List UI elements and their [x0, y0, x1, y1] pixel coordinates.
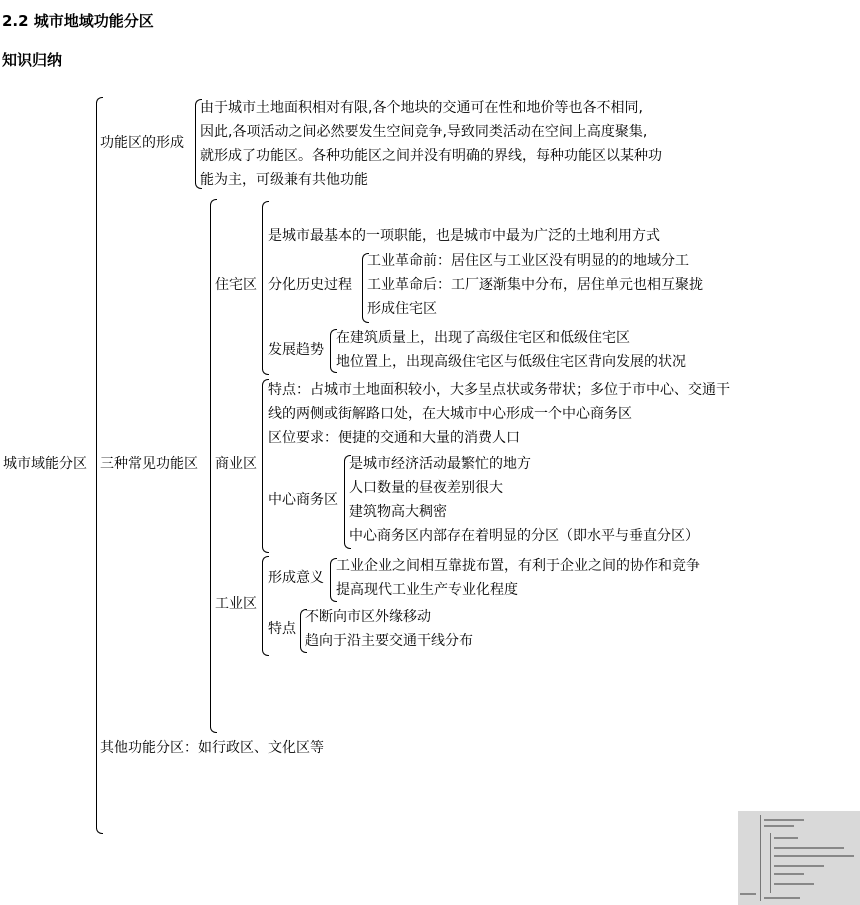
cbd-item: 人口数量的昼夜差别很大	[349, 480, 503, 496]
commercial-feature: 线的两侧或街解路口处，在大城市中心形成一个中心商务区	[268, 406, 632, 422]
industrial-feature-item: 趋向于沿主要交通干线分布	[305, 633, 473, 649]
trend-item: 地位置上，出现高级住宅区与低级住宅区背向发展的状况	[336, 354, 686, 370]
history-item: 形成住宅区	[367, 301, 437, 317]
commercial-location: 区位要求：便捷的交通和大量的消费人口	[268, 430, 520, 446]
common-zones-label: 三种常见功能区	[100, 456, 198, 472]
cbd-label: 中心商务区	[268, 492, 338, 508]
meaning-label: 形成意义	[268, 570, 324, 586]
trend-item: 在建筑质量上，出现了高级住宅区和低级住宅区	[336, 330, 630, 346]
meaning-item: 提高现代工业生产专业化程度	[336, 582, 518, 598]
residential-desc: 是城市最基本的一项职能，也是城市中最为广泛的土地利用方式	[268, 228, 660, 244]
cbd-item: 中心商务区内部存在着明显的分区（即水平与垂直分区）	[349, 528, 699, 544]
history-label: 分化历史过程	[268, 277, 352, 293]
trend-label: 发展趋势	[268, 342, 324, 358]
other-zones: 其他功能分区：如行政区、文化区等	[100, 740, 324, 756]
residential-label: 住宅区	[215, 277, 257, 293]
industrial-feature-item: 不断向市区外缘移动	[305, 609, 431, 625]
history-item: 工业革命后：工厂逐渐集中分布，居住单元也相互聚拢	[367, 277, 703, 293]
formation-line: 因此,各项活动之间必然要发生空间竞争,导致同类活动在空间上高度聚集,	[200, 124, 648, 140]
commercial-feature: 特点：占城市土地面积较小，大多呈点状或务带状；多位于市中心、交通干	[268, 382, 730, 398]
formation-line: 就形成了功能区。各种功能区之间并没有明确的界线，每种功能区以某种功	[200, 148, 662, 164]
history-item: 工业革命前：居住区与工业区没有明显的的地域分工	[367, 253, 689, 269]
cbd-item: 建筑物高大稠密	[349, 504, 447, 520]
meaning-item: 工业企业之间相互靠拢布置，有利于企业之间的协作和竞争	[336, 558, 700, 574]
industrial-feature-label: 特点	[268, 621, 296, 637]
section-heading: 知识归纳	[2, 51, 63, 69]
cbd-item: 是城市经济活动最繁忙的地方	[349, 456, 531, 472]
diagram-thumbnail-image	[738, 811, 860, 905]
formation-label: 功能区的形成	[100, 135, 184, 151]
page-title: 2.2 城市地域功能分区	[2, 12, 154, 30]
formation-line: 能为主，可级兼有共他功能	[200, 172, 368, 188]
commercial-label: 商业区	[215, 456, 257, 472]
root-label: 城市域能分区	[3, 456, 87, 472]
formation-line: 由于城市土地面积相对有限,各个地块的交通可在性和地价等也各不相同,	[200, 100, 643, 116]
industrial-label: 工业区	[215, 596, 257, 612]
